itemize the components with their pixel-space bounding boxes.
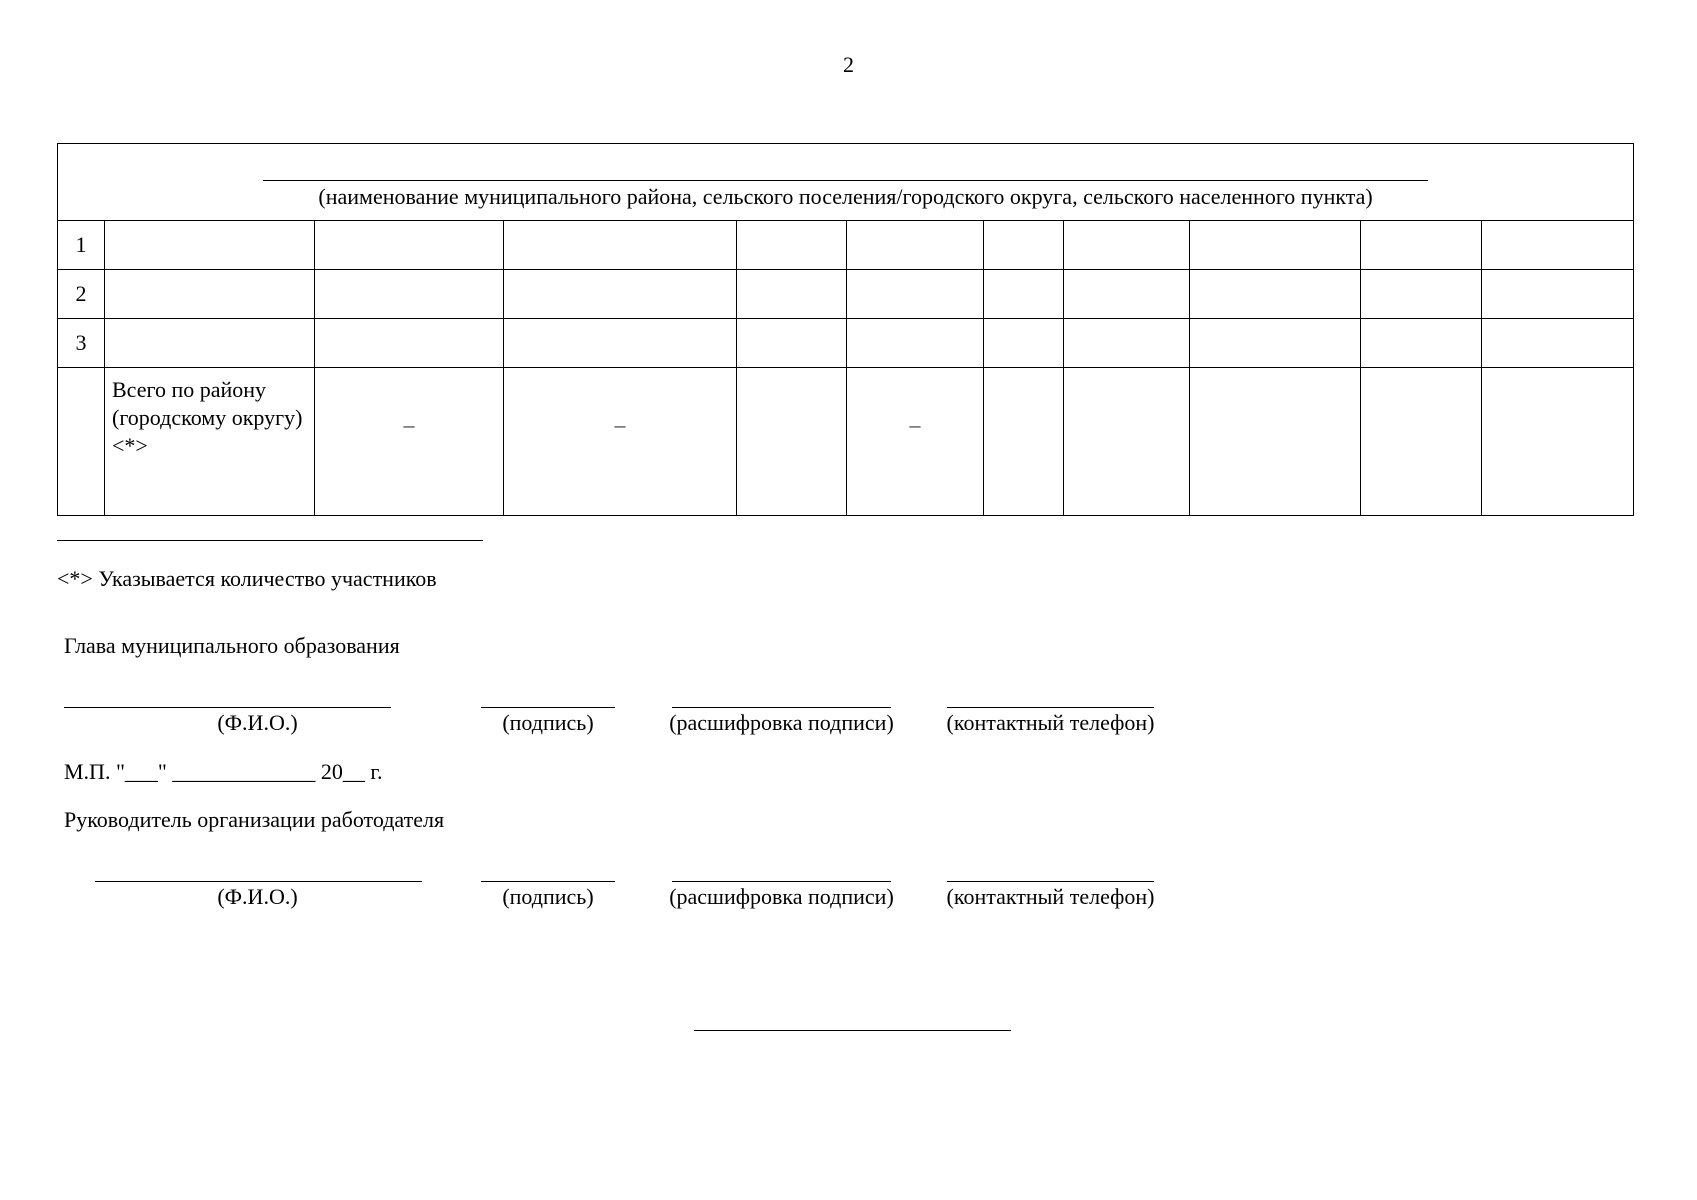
- employer-fio-caption: (Ф.И.О.): [217, 884, 298, 909]
- table-cell[interactable]: [847, 270, 984, 319]
- employer-signature-decoding-line[interactable]: [672, 881, 891, 882]
- table-header-row: [58, 144, 1634, 221]
- dash-cell: –: [504, 368, 737, 516]
- head-signature-line[interactable]: [481, 707, 615, 708]
- table-cell[interactable]: [504, 319, 737, 368]
- table-cell[interactable]: [504, 270, 737, 319]
- table-cell[interactable]: [105, 221, 315, 270]
- table-cell[interactable]: [504, 221, 737, 270]
- table-cell[interactable]: [737, 270, 847, 319]
- head-fio-caption: (Ф.И.О.): [217, 710, 298, 735]
- employer-phone-line[interactable]: [947, 881, 1154, 882]
- employer-fio-line[interactable]: [95, 881, 422, 882]
- table-cell[interactable]: [984, 319, 1064, 368]
- table-cell[interactable]: [1361, 368, 1482, 516]
- table-cell[interactable]: [1190, 221, 1361, 270]
- page-number: 2: [843, 52, 854, 77]
- table-cell[interactable]: [737, 221, 847, 270]
- table-cell[interactable]: [1482, 221, 1634, 270]
- table-cell[interactable]: [1482, 319, 1634, 368]
- table-cell[interactable]: [847, 221, 984, 270]
- table-cell[interactable]: [1190, 270, 1361, 319]
- row-number: 3: [58, 319, 105, 368]
- table-cell[interactable]: [1361, 221, 1482, 270]
- municipality-name-cell[interactable]: [58, 144, 1634, 221]
- table-cell[interactable]: [737, 368, 847, 516]
- employer-signature-caption: (подпись): [502, 884, 594, 909]
- table-cell[interactable]: [847, 319, 984, 368]
- table-cell[interactable]: [1190, 319, 1361, 368]
- employer-phone-caption: (контактный телефон): [946, 884, 1155, 909]
- table-cell[interactable]: [1064, 319, 1190, 368]
- footnote-separator: [57, 540, 483, 541]
- table-cell[interactable]: [984, 221, 1064, 270]
- stamp-date-line: М.П. "___" _____________ 20__ г.: [64, 759, 383, 784]
- head-phone-line[interactable]: [947, 707, 1154, 708]
- table-cell[interactable]: [1482, 270, 1634, 319]
- table-cell[interactable]: [1064, 270, 1190, 319]
- table-row: [58, 270, 1634, 319]
- total-label: Всего по району (городскому округу) <*>: [105, 368, 315, 516]
- head-signature-caption: (подпись): [502, 710, 594, 735]
- table-cell[interactable]: [1361, 270, 1482, 319]
- table-cell[interactable]: [315, 270, 504, 319]
- employer-title: Руководитель организации работодателя: [64, 807, 445, 832]
- table-cell[interactable]: [1482, 368, 1634, 516]
- dash-cell: –: [847, 368, 984, 516]
- table-cell[interactable]: [737, 319, 847, 368]
- table-cell: [58, 368, 105, 516]
- table-row: [58, 319, 1634, 368]
- municipality-name-line: [263, 180, 1428, 181]
- head-title: Глава муниципального образования: [64, 633, 400, 658]
- table-cell[interactable]: [105, 270, 315, 319]
- municipality-name-caption: (наименование муниципального района, сельского поселения/городского округа, сельского населенного пункта): [318, 184, 1373, 209]
- report-table: [57, 143, 1634, 516]
- table-cell[interactable]: [1361, 319, 1482, 368]
- table-cell[interactable]: [1064, 221, 1190, 270]
- head-phone-caption: (контактный телефон): [946, 710, 1155, 735]
- row-number: 2: [58, 270, 105, 319]
- employer-signature-line[interactable]: [481, 881, 615, 882]
- table-cell[interactable]: [984, 270, 1064, 319]
- table-cell[interactable]: [984, 368, 1064, 516]
- table-cell[interactable]: [315, 319, 504, 368]
- table-row: [58, 221, 1634, 270]
- dash-cell: –: [315, 368, 504, 516]
- row-number: 1: [58, 221, 105, 270]
- total-row: [58, 368, 1634, 516]
- employer-signature-decoding-caption: (расшифровка подписи): [669, 884, 894, 909]
- head-fio-line[interactable]: [64, 707, 391, 708]
- head-signature-decoding-line[interactable]: [672, 707, 891, 708]
- head-signature-decoding-caption: (расшифровка подписи): [669, 710, 894, 735]
- table-cell[interactable]: [1064, 368, 1190, 516]
- table-cell[interactable]: [105, 319, 315, 368]
- footnote-text: <*> Указывается количество участников: [57, 566, 437, 591]
- table-cell[interactable]: [315, 221, 504, 270]
- table-cell[interactable]: [1190, 368, 1361, 516]
- end-separator: [694, 1030, 1011, 1031]
